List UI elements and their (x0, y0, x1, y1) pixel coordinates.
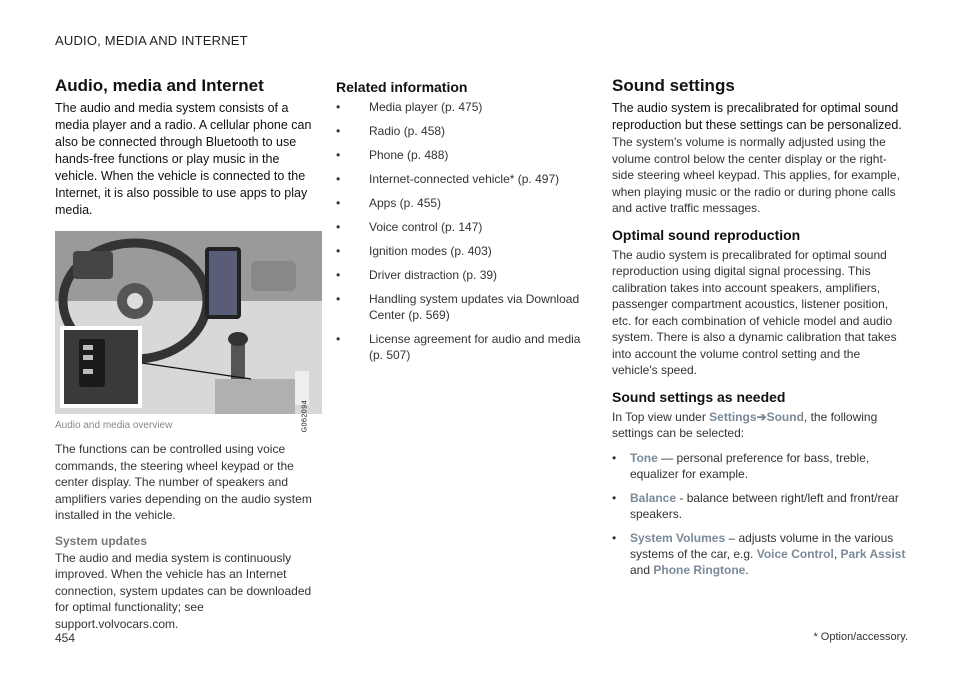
column-left (55, 76, 322, 632)
setting-system-volumes (612, 530, 908, 578)
controls-paragraph: The functions can be controlled using voice commands, the steering wheel keypad or the center display. The number of speakers and amplifiers varies depending on the audio system installed in the vehicle. (55, 442, 312, 522)
settings-menu-path: Settings (709, 409, 757, 424)
sound-menu-path: Sound (766, 409, 804, 424)
related-link[interactable]: • License agreement for audio and media (p. 507) (336, 331, 587, 363)
related-link[interactable]: • Apps (p. 455) (336, 195, 587, 211)
section-header: AUDIO, MEDIA AND INTERNET (55, 33, 248, 48)
comma-sep: , (833, 546, 841, 561)
intro-text: The audio and media system consists of a media player and a radio. A cellular phone can also be connected through Bluetooth to use hands-free functions or play music in the vehicle. When the vehicle is connected to the Internet, it is also possible to use apps to play media. (55, 101, 312, 217)
sound-settings-list (612, 450, 908, 578)
page-number: 454 (55, 631, 76, 645)
system-volumes-text: – adjusts volume in the various systems of the car, e.g. (630, 530, 894, 561)
column-right (612, 76, 908, 586)
figure-code: G062094 (301, 400, 308, 433)
system-updates-text: The audio and media system is continuously improved. When the vehicle has an Internet connection, system updates can be downloaded for optimal functionality; see support.volvocars.com. (55, 550, 312, 631)
related-link[interactable]: • Ignition modes (p. 403) (336, 243, 587, 259)
related-link[interactable]: • Handling system updates via Download Center (p. 569) (336, 291, 587, 323)
volume-paragraph: The system's volume is normally adjusted using the volume control below the center display or the right-side steering wheel keypad. This applies, for example, when playing music or the radio or during phone calls and active traffic messages. (612, 135, 900, 215)
sound-settings-title: Sound settings (612, 76, 735, 95)
and-sep: and (630, 562, 654, 577)
intro-post: , the following settings can be selected: (612, 409, 878, 440)
column-middle (336, 79, 587, 371)
park-assist-label: Park Assist (840, 546, 906, 561)
phone-ringtone-label: Phone Ringtone (653, 562, 746, 577)
figure-caption: Audio and media overview (55, 420, 173, 431)
related-info-heading: Related information (336, 79, 468, 95)
footnote: * Option/accessory. (813, 631, 908, 643)
intro-pre: In Top view under (612, 409, 710, 424)
related-link[interactable]: • Internet-connected vehicle* (p. 497) (336, 171, 587, 187)
related-link[interactable]: • Driver distraction (p. 39) (336, 267, 587, 283)
balance-text: - balance between right/left and front/rear speakers. (630, 490, 899, 521)
sound-as-needed-heading: Sound settings as needed (612, 388, 786, 405)
dashboard-illustration (55, 231, 322, 414)
sound-as-needed-intro (612, 409, 908, 442)
related-info-list (336, 99, 587, 363)
page-title: Audio, media and Internet (55, 76, 264, 95)
setting-balance (612, 490, 908, 522)
related-link[interactable]: • Media player (p. 475) (336, 99, 587, 115)
system-volumes-label: System Volumes (630, 530, 726, 545)
tone-text: — personal preference for bass, treble, equalizer for example. (630, 450, 870, 481)
related-link[interactable]: • Radio (p. 458) (336, 123, 587, 139)
sound-settings-lead: The audio system is precalibrated for optimal sound reproduction but these settings can be personalized. (612, 101, 902, 132)
related-link[interactable]: • Phone (p. 488) (336, 147, 587, 163)
optimal-sound-text: The audio system is precalibrated for optimal sound reproduction using digital signal processing. This calibration takes into account speakers, amplifiers, passenger compartment acoustics, listener position, etc. for each combination of vehicle model and audio system. There is also a dynamic calibration that takes into account the volume control setting and the vehicle's speed. (612, 247, 897, 377)
balance-label: Balance (630, 490, 677, 505)
related-link[interactable]: • Voice control (p. 147) (336, 219, 587, 235)
tone-label: Tone (630, 450, 658, 465)
voice-control-label: Voice Control (756, 546, 834, 561)
arrow-right-icon: ➔ (756, 409, 767, 424)
setting-tone (612, 450, 908, 482)
system-updates-heading: System updates (55, 533, 148, 548)
optimal-sound-heading: Optimal sound reproduction (612, 226, 801, 243)
period: . (745, 562, 749, 577)
